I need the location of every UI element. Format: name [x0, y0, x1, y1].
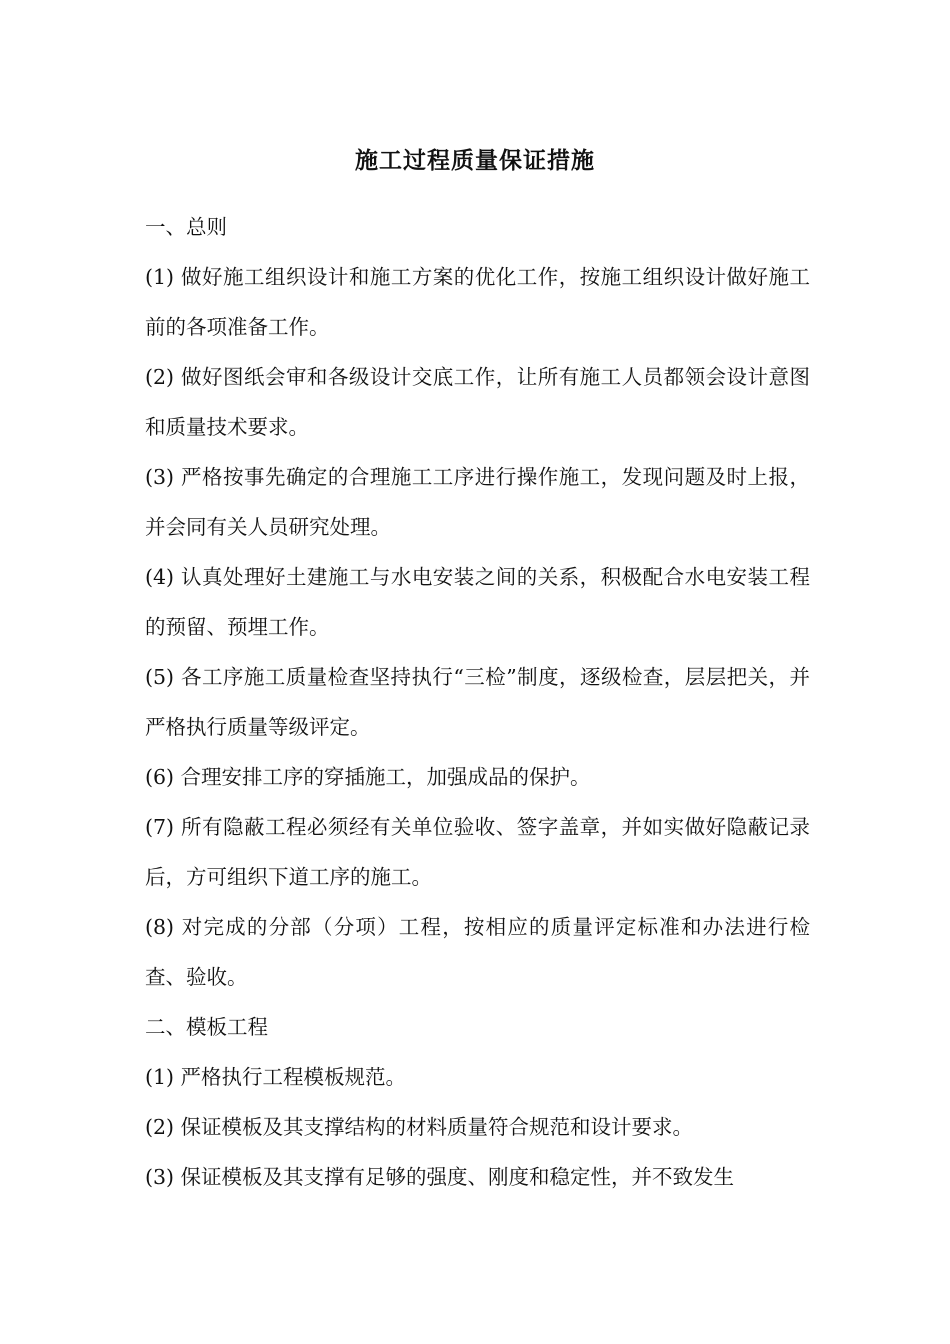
document-title: 施工过程质量保证措施: [355, 147, 595, 174]
section-heading-formwork: 二、模板工程: [145, 1015, 268, 1039]
list-item: (4) 认真处理好土建施工与水电安装之间的关系，积极配合水电安装工程的预留、预埋工作。: [145, 565, 810, 639]
list-item: (8) 对完成的分部（分项）工程，按相应的质量评定标准和办法进行检查、验收。: [145, 915, 810, 989]
section-heading-general: 一、总则: [145, 215, 227, 239]
list-item: (1) 做好施工组织设计和施工方案的优化工作，按施工组织设计做好施工前的各项准备工作。: [145, 265, 810, 339]
list-item: (6) 合理安排工序的穿插施工，加强成品的保护。: [145, 765, 591, 789]
list-item: (5) 各工序施工质量检查坚持执行“三检”制度，逐级检查，层层把关，并严格执行质量等级评定。: [145, 665, 810, 739]
list-item: (3) 保证模板及其支撑有足够的强度、刚度和稳定性，并不致发生: [145, 1165, 735, 1189]
document-body: [145, 202, 810, 1202]
list-item: (2) 保证模板及其支撑结构的材料质量符合规范和设计要求。: [145, 1115, 694, 1139]
list-item: (7) 所有隐蔽工程必须经有关单位验收、签字盖章，并如实做好隐蔽记录后，方可组织下道工序的施工。: [145, 815, 810, 889]
list-item: (2) 做好图纸会审和各级设计交底工作，让所有施工人员都领会设计意图和质量技术要求。: [145, 365, 810, 439]
list-item: (1) 严格执行工程模板规范。: [145, 1065, 407, 1089]
list-item: (3) 严格按事先确定的合理施工工序进行操作施工，发现问题及时上报，并会同有关人员研究处理。: [145, 465, 810, 539]
